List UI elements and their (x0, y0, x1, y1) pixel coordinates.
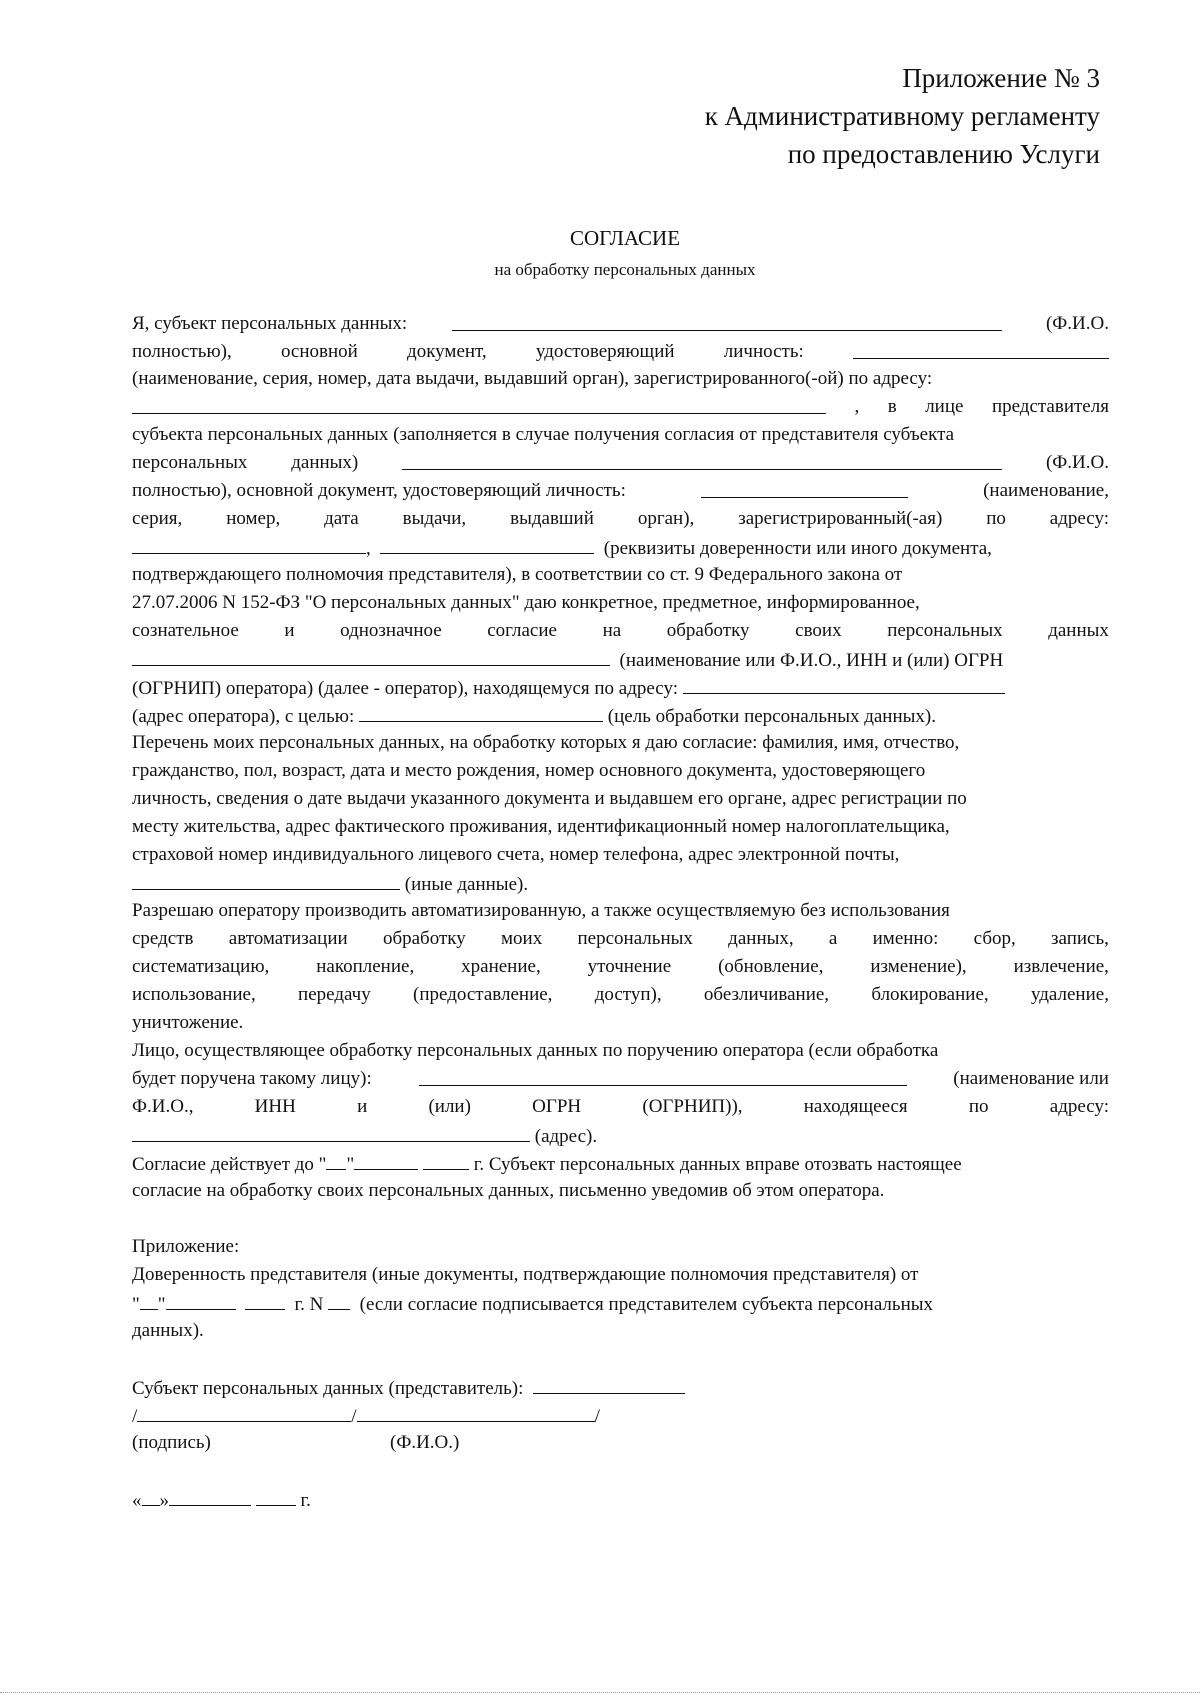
body-line: (ОГРНИП) оператора) (далее - оператор), находящемуся по адресу: (132, 676, 1109, 700)
appendix-line: данных). (132, 1320, 204, 1341)
date-day-field[interactable] (142, 1488, 160, 1506)
body-line: подтверждающего полномочия представителя), в соответствии со ст. 9 Федерального закона от (132, 564, 903, 585)
attorney-year-field[interactable] (245, 1292, 285, 1310)
registration-address-field[interactable] (132, 396, 826, 414)
body-line: Я, субъект персональных данных: (Ф.И.О. (132, 313, 1109, 334)
body-line: Ф.И.О., ИНН и (или) ОГРН (ОГРНИП)), находящееся по адресу: (132, 1096, 1109, 1117)
service-reference: по предоставлению Услуги (787, 139, 1100, 169)
validity-year-field[interactable] (423, 1152, 469, 1170)
identity-document-field[interactable] (853, 341, 1109, 359)
body-line: (наименование, серия, номер, дата выдачи, выдавший орган), зарегистрированного(-ой) по адресу: (132, 368, 933, 389)
body-line: использование, передачу (предоставление, доступ), обезличивание, блокирование, удаление, (132, 984, 1109, 1005)
signature-date: « » г. (132, 1490, 311, 1511)
document-subtitle: на обработку персональных данных (494, 260, 756, 279)
body-line: Лицо, осуществляющее обработку персональных данных по поручению оператора (если обработка (132, 1040, 939, 1061)
body-line: , в лице представителя (132, 396, 1109, 418)
body-line: уничтожение. (132, 1012, 244, 1033)
scan-edge-divider (0, 1692, 1200, 1693)
appendix-heading: Приложение: (132, 1236, 240, 1257)
document-title: СОГЛАСИЕ (569, 226, 681, 250)
caption-fullname: (Ф.И.О.) (390, 1432, 460, 1453)
processor-name-field[interactable] (419, 1068, 907, 1086)
representative-name-field[interactable] (402, 452, 1002, 470)
power-of-attorney-field[interactable] (380, 536, 594, 554)
fullname-field[interactable] (452, 313, 1002, 331)
appendix-number: Приложение № 3 (902, 63, 1100, 93)
signature-sign-field[interactable] (137, 1404, 351, 1422)
signature-slash-line: / / / (132, 1406, 600, 1427)
body-line: согласие на обработку своих персональных данных, письменно уведомив об этом оператора. (132, 1180, 885, 1201)
body-line: полностью), основной документ, удостоверяющий личность: (наименование, (132, 480, 1109, 501)
signature-field[interactable] (533, 1376, 685, 1394)
body-line: (адрес оператора), с целью: (цель обработки персональных данных). (132, 706, 936, 727)
body-line: , (реквизиты доверенности или иного документа, (132, 536, 1109, 560)
body-line: (адрес). (132, 1124, 1109, 1148)
attorney-day-field[interactable] (140, 1292, 158, 1310)
body-line: серия, номер, дата выдачи, выдавший орган), зарегистрированный(-ая) по адресу: (132, 508, 1109, 529)
validity-day-field[interactable] (326, 1152, 346, 1170)
body-line: страховой номер индивидуального лицевого счета, номер телефона, адрес электронной почты, (132, 844, 900, 865)
body-line: будет поручена такому лицу): (наименование или (132, 1068, 1109, 1089)
other-data-field[interactable] (132, 872, 400, 890)
appendix-line: " " г. N (если согласие подписывается представителем субъекта персональных (132, 1294, 933, 1315)
body-line: систематизацию, накопление, хранение, уточнение (обновление, изменение), извлечение, (132, 956, 1109, 977)
representative-document-field[interactable] (701, 480, 908, 498)
body-line: субъекта персональных данных (заполняется в случае получения согласия от представителя субъекта (132, 424, 955, 445)
caption-signature: (подпись) (132, 1432, 211, 1453)
appendix-line: Доверенность представителя (иные документы, подтверждающие полномочия представителя) от (132, 1264, 919, 1285)
body-line: гражданство, пол, возраст, дата и место рождения, номер основного документа, удостоверяющего (132, 760, 926, 781)
body-line: Перечень моих персональных данных, на обработку которых я даю согласие: фамилия, имя, отчество, (132, 732, 960, 753)
body-line: полностью), основной документ, удостоверяющий личность: (132, 341, 1109, 363)
body-line: (иные данные). (132, 872, 1109, 896)
regulation-reference: к Административному регламенту (704, 101, 1100, 131)
date-month-field[interactable] (169, 1488, 251, 1506)
signature-block: Субъект персональных данных (представитель): (132, 1376, 685, 1400)
validity-month-field[interactable] (354, 1152, 418, 1170)
body-line: (наименование или Ф.И.О., ИНН и (или) ОГРН (132, 648, 1109, 672)
processing-purpose-field[interactable] (359, 704, 603, 722)
operator-name-field[interactable] (132, 648, 610, 666)
body-line: сознательное и однозначное согласие на обработку своих персональных данных (132, 620, 1109, 641)
body-line: месту жительства, адрес фактического проживания, идентификационный номер налогоплательщика, (132, 816, 950, 837)
signature-name-field[interactable] (357, 1404, 595, 1422)
date-year-field[interactable] (256, 1488, 296, 1506)
attorney-month-field[interactable] (166, 1292, 236, 1310)
operator-address-field[interactable] (683, 676, 1005, 694)
body-line: средств автоматизации обработку моих персональных данных, а именно: сбор, запись, (132, 928, 1109, 949)
body-line: персональных данных) (Ф.И.О. (132, 452, 1109, 473)
attorney-number-field[interactable] (328, 1292, 350, 1310)
body-line: личность, сведения о дате выдачи указанного документа и выдавшем его органе, адрес регистрации по (132, 788, 967, 809)
body-line: Согласие действует до " " г. Субъект персональных данных вправе отозвать настоящее (132, 1154, 962, 1175)
body-line: Разрешаю оператору производить автоматизированную, а также осуществляемую без использования (132, 900, 950, 921)
representative-address-field[interactable] (132, 536, 366, 554)
processor-address-field[interactable] (132, 1124, 530, 1142)
body-line: 27.07.2006 N 152-ФЗ "О персональных данных" даю конкретное, предметное, информированное, (132, 592, 920, 613)
